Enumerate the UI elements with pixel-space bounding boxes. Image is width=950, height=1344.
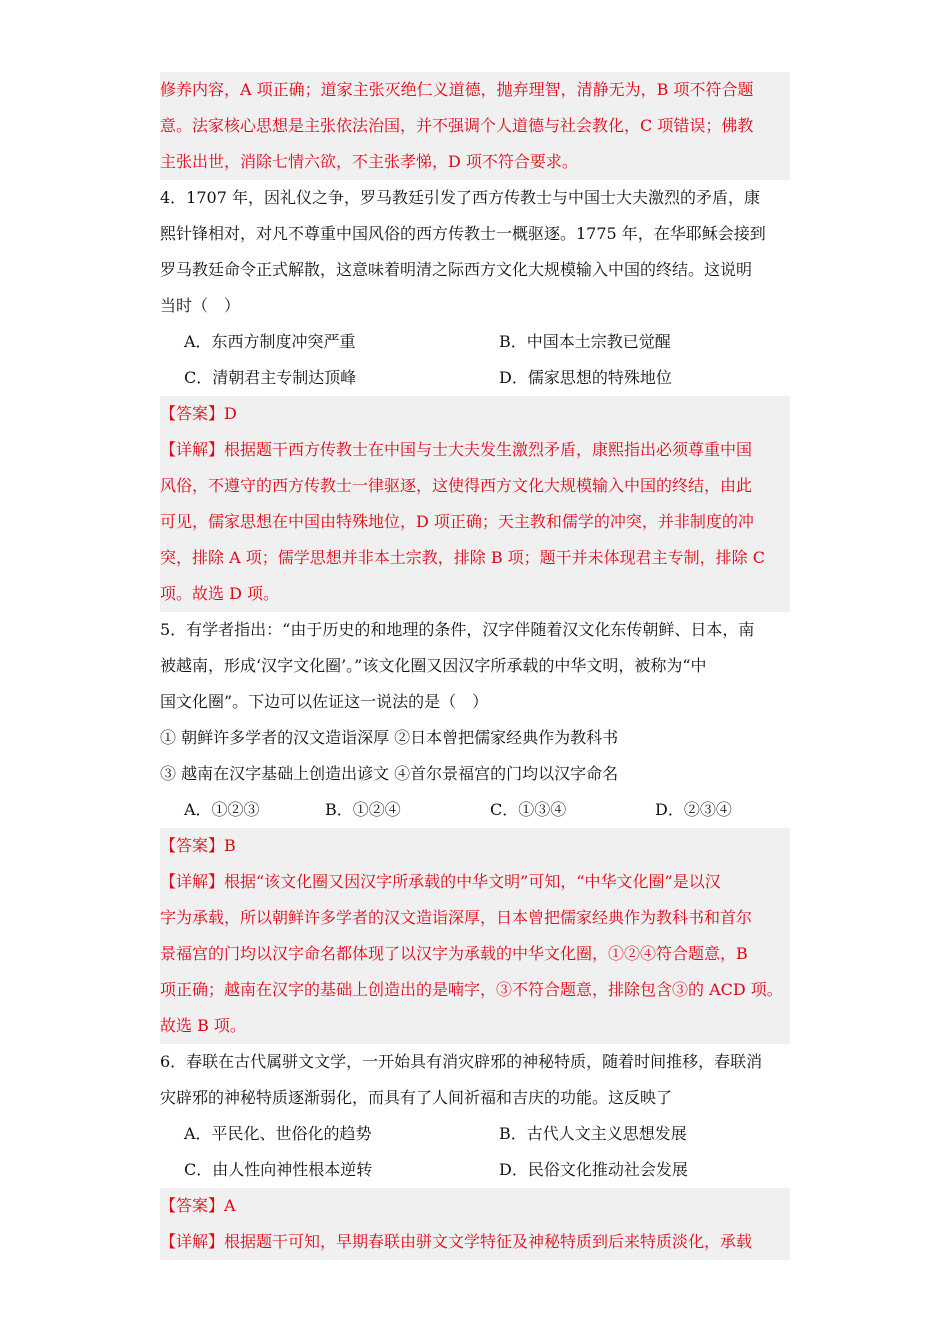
- answer-label: 【答案】A: [160, 1196, 236, 1215]
- options-row: [160, 360, 790, 396]
- options-row: [160, 1116, 790, 1152]
- question-stem-line: 4．1707 年，因礼仪之争，罗马教廷引发了西方传教士与中国士大夫激烈的矛盾，康: [160, 188, 760, 207]
- option-a: A．平民化、世俗化的趋势: [184, 1124, 372, 1143]
- option-c: C．①③④: [490, 800, 567, 819]
- prev-explanation: [160, 72, 790, 180]
- options-row: [160, 324, 790, 360]
- question-stem-line: 熙针锋相对，对凡不尊重中国风俗的西方传教士一概驱逐。1775 年，在华耶稣会接到: [160, 224, 766, 243]
- question-stem-line: 当时（ ）: [160, 296, 241, 315]
- question-stem-line: 罗马教廷命令正式解散，这意味着明清之际西方文化大规模输入中国的终结。这说明: [160, 260, 753, 279]
- question-5: [160, 612, 790, 1044]
- answer-label: 【答案】B: [160, 836, 236, 855]
- question-stem-line: 6．春联在古代属骈文文学，一开始具有消灾辟邪的神秘特质，随着时间推移，春联消: [160, 1052, 763, 1071]
- explanation-line: 【详解】根据题干可知，早期春联由骈文文学特征及神秘特质到后来特质淡化，承载: [160, 1232, 753, 1251]
- explanation-line: 意。法家核心思想是主张依法治国，并不强调个人道德与社会教化，C 项错误；佛教: [160, 116, 754, 135]
- explanation-line: 项。故选 D 项。: [160, 584, 280, 603]
- options-row: [160, 792, 790, 828]
- option-d: D．民俗文化推动社会发展: [499, 1160, 688, 1179]
- option-b: B．中国本土宗教已觉醒: [499, 332, 671, 351]
- explanation-line: 【详解】根据题干西方传教士在中国与士大夫发生激烈矛盾，康熙指出必须尊重中国: [160, 440, 753, 459]
- explanation-line: 修养内容，A 项正确；道家主张灭绝仁义道德，抛弃理智，清静无为，B 项不符合题: [160, 80, 754, 99]
- explanation-line: 【详解】根据“该文化圈又因汉字所承载的中华文明”可知，“中华文化圈”是以汉: [160, 872, 721, 891]
- explanation-line: 字为承载，所以朝鲜许多学者的汉文造诣深厚，日本曾把儒家经典作为教科书和首尔: [160, 908, 753, 927]
- answer-block: [160, 1188, 790, 1260]
- question-stem-line: 国文化圈”。下边可以佐证这一说法的是（ ）: [160, 692, 489, 711]
- answer-block: [160, 396, 790, 612]
- explanation-line: 主张出世，消除七情六欲，不主张孝悌，D 项不符合要求。: [160, 152, 578, 171]
- exam-page: [160, 72, 790, 1260]
- explanation-line: 故选 B 项。: [160, 1016, 246, 1035]
- explanation-line: 项正确；越南在汉字的基础上创造出的是喃字，③不符合题意，排除包含③的 ACD 项。: [160, 980, 783, 999]
- explanation-line: 突，排除 A 项；儒学思想并非本土宗教，排除 B 项；题干并未体现君主专制，排除 C: [160, 548, 765, 567]
- question-4: [160, 180, 790, 612]
- answer-block: [160, 828, 790, 1044]
- explanation-line: 风俗，不遵守的西方传教士一律驱逐，这使得西方文化大规模输入中国的终结，由此: [160, 476, 753, 495]
- option-d: D．②③④: [655, 800, 732, 819]
- option-d: D．儒家思想的特殊地位: [499, 368, 672, 387]
- option-c: C．由人性向神性根本逆转: [184, 1160, 373, 1179]
- option-c: C．清朝君主专制达顶峰: [184, 368, 357, 387]
- options-row: [160, 1152, 790, 1188]
- option-a: A．东西方制度冲突严重: [184, 332, 356, 351]
- explanation-line: 可见，儒家思想在中国由特殊地位，D 项正确；天主教和儒学的冲突，并非制度的冲: [160, 512, 754, 531]
- option-b: B．古代人文主义思想发展: [499, 1124, 687, 1143]
- explanation-line: 景福宫的门均以汉字命名都体现了以汉字为承载的中华文化圈，①②④符合题意，B: [160, 944, 748, 963]
- option-b: B．①②④: [325, 800, 401, 819]
- question-stem-line: 5．有学者指出：“由于历史的和地理的条件，汉字伴随着汉文化东传朝鲜、日本，南: [160, 620, 755, 639]
- answer-label: 【答案】D: [160, 404, 237, 423]
- statement-line: ③ 越南在汉字基础上创造出谚文 ④首尔景福宫的门均以汉字命名: [160, 764, 619, 783]
- question-6: [160, 1044, 790, 1260]
- question-stem-line: 被越南，形成‘汉字文化圈’。”该文化圈又因汉字所承载的中华文明，被称为“中: [160, 656, 707, 675]
- option-a: A．①②③: [184, 800, 260, 819]
- question-stem-line: 灾辟邪的神秘特质逐渐弱化，而具有了人间祈福和吉庆的功能。这反映了: [160, 1088, 673, 1107]
- statement-line: ① 朝鲜许多学者的汉文造诣深厚 ②日本曾把儒家经典作为教科书: [160, 728, 619, 747]
